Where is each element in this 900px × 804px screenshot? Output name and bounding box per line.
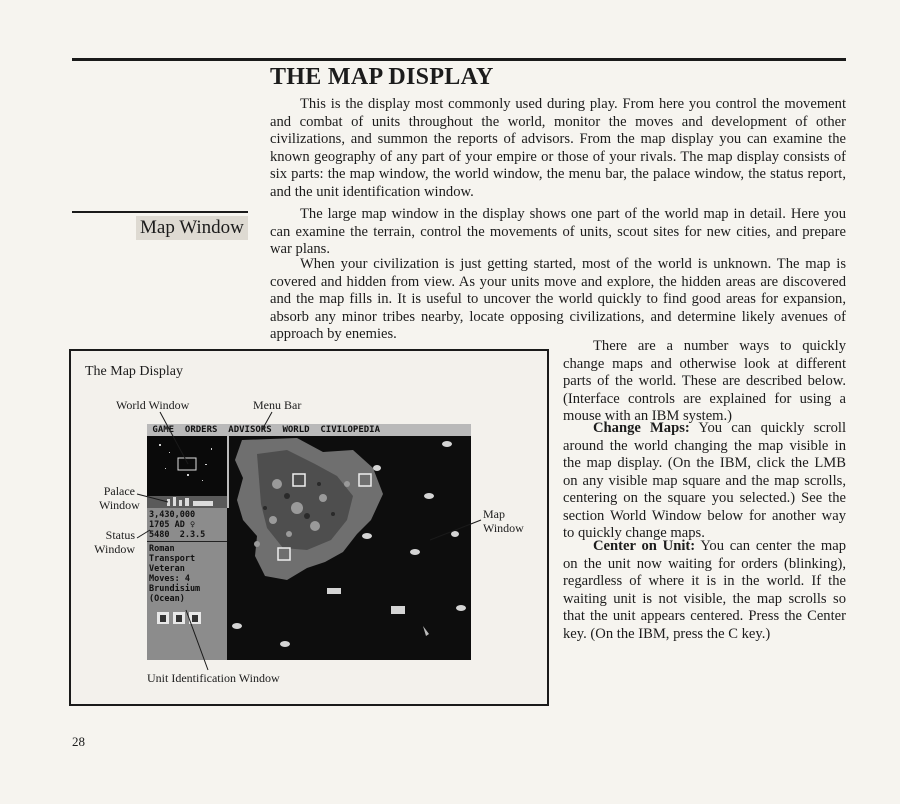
label-palace-line-1: Palace — [103, 484, 135, 498]
label-palace-line-2: Window — [99, 498, 140, 512]
game-menu-bar: GAME ORDERS ADVISORS WORLD CIVILOPEDIA — [147, 424, 471, 436]
unit-terrain: (Ocean) — [149, 594, 185, 604]
label-map-window — [483, 507, 524, 535]
unit-type: Transport — [149, 554, 196, 564]
map-window-paragraph: The large map window in the display shows one part of the world map in detail. Here you can examine the terrain, control the movements of units, scout sites for new cities, and prepare war plans. — [270, 206, 846, 257]
change-maps-heading: Change Maps: — [593, 420, 690, 436]
intro-paragraph: This is the display most commonly used during play. From here you control the movement and combat of units throughout the world, monitor the moves and development of other civilizations, and summon the reports of advisors. From the map display you can examine the known geography of any part of your empire or those of your rivals. The map display consists of six parts: the map window, the world window, the menu bar, the palace window, the status report, and the unit identification window. — [270, 96, 846, 200]
center-on-unit-heading: Center on Unit: — [593, 538, 696, 554]
status-gold-rates: 5480 2.3.5 — [149, 530, 206, 540]
label-palace-window — [99, 484, 140, 512]
label-unit-identification-window: Unit Identification Window — [147, 671, 280, 685]
center-on-unit-text: You can center the map on the unit now waiting for orders (blinking), regardless of where it is in the world. If the waiting unit is not visible, the map scrolls so that the unit appears centered. Press the Center key. (On the IBM, press the C key.) — [563, 538, 846, 642]
unit-moves: Moves: 4 — [149, 574, 190, 584]
figure-title: The Map Display — [85, 364, 183, 379]
game-screenshot — [147, 424, 471, 660]
page-title: THE MAP DISPLAY — [270, 64, 494, 90]
label-world-window: World Window — [116, 398, 190, 412]
page-number: 28 — [72, 734, 85, 749]
label-menu-bar: Menu Bar — [253, 398, 302, 412]
label-status-window — [87, 528, 135, 556]
unit-icons — [147, 608, 227, 648]
unit-civ: Roman — [149, 544, 175, 554]
side-rule — [72, 211, 248, 213]
status-divider — [147, 541, 227, 542]
status-treasury: 3,430,000 — [149, 510, 196, 520]
status-year: 1705 AD ♀ — [149, 520, 196, 530]
center-on-unit-paragraph — [563, 538, 846, 643]
unit-rank: Veteran — [149, 564, 185, 574]
game-status-window — [147, 508, 227, 660]
label-status-line-1: Status — [105, 528, 135, 542]
label-map-line-1: Map — [483, 507, 505, 521]
section-heading-map-window: Map Window — [136, 216, 248, 240]
change-maps-intro-paragraph: There are a number ways to quickly change maps and otherwise look at different parts of the world. These are described below. (Interface controls are explained for using a mouse with an IBM system.) — [563, 338, 846, 424]
change-maps-text: You can quickly scroll around the world changing the map visible in the map display. (On the IBM, click the LMB on any visible map square and the map scrolls, centering on the square you selected.) See the section World Window below for another way to quickly change maps. — [563, 420, 847, 541]
top-rule — [72, 58, 846, 61]
label-status-line-2: Window — [94, 542, 135, 556]
label-map-line-2: Window — [483, 521, 524, 535]
unknown-world-paragraph: When your civilization is just getting started, most of the world is unknown. The map is covered and hidden from view. As your units move and explore, the hidden areas are discovered and the map fills in. It is useful to uncover the world quickly to find good areas for expansion, absorb any minor tribes nearby, locate opposing civilizations, and determine likely avenues of approach by enemies. — [270, 256, 846, 342]
unit-home-city: Brundisium — [149, 584, 201, 594]
change-maps-paragraph — [563, 420, 846, 543]
